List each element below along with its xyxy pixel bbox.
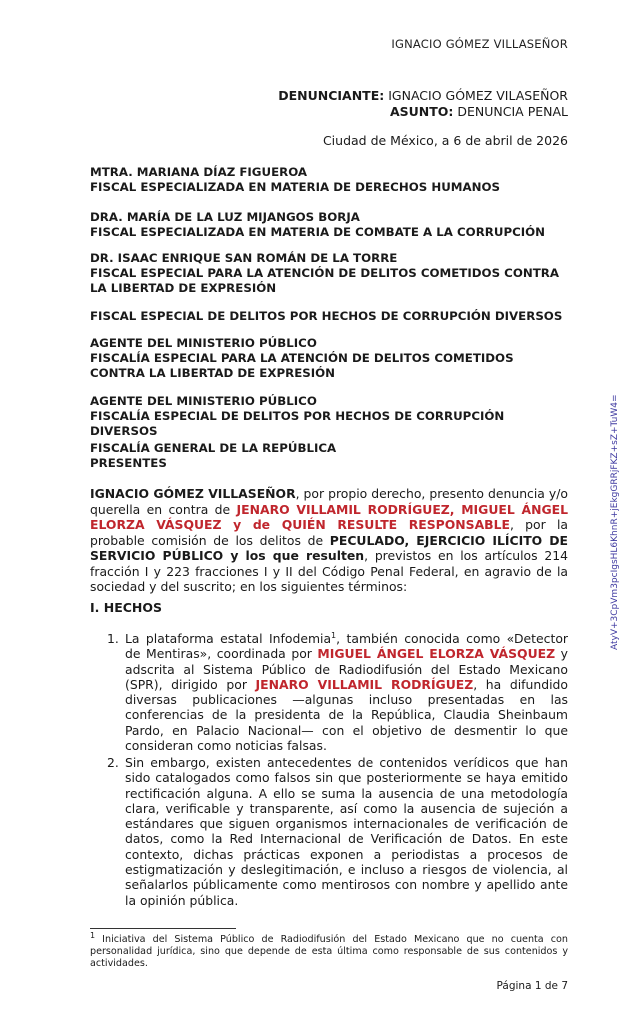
addressee-line: FISCAL ESPECIALIZADA EN MATERIA DE DERECHOS HUMANOS [90, 180, 501, 194]
addressee-line: DR. ISAAC ENRIQUE SAN ROMÁN DE LA TORRE [90, 251, 398, 265]
addressee-block [90, 394, 570, 439]
addressee-block [90, 210, 570, 240]
asunto-label: ASUNTO: [389, 104, 454, 119]
accused-names: JENARO VILLAMIL RODRÍGUEZ, MIGUEL ÁNGEL ELORZA VÁSQUEZ y de QUIÉN RESULTE RESPONSABLE [90, 501, 569, 532]
item-text: , también conocida como «Detector de Mentiras», coordinada por [125, 631, 568, 662]
list-item [107, 755, 568, 908]
list-number: 1. [107, 631, 119, 646]
item-text: La plataforma estatal Infodemia [125, 631, 332, 646]
addressee-line: FISCALÍA ESPECIAL PARA LA ATENCIÓN DE DELITOS COMETIDOS [90, 351, 514, 365]
addressee-line: FISCAL ESPECIALIZADA EN MATERIA DE COMBATE A LA CORRUPCIÓN [90, 225, 546, 239]
addressee-line: LA LIBERTAD DE EXPRESIÓN [90, 281, 277, 295]
document-date: Ciudad de México, a 6 de abril de 2026 [322, 133, 568, 148]
denunciante-line [278, 88, 568, 103]
footnote-number: 1 [90, 930, 96, 940]
accused-name: JENARO VILLAMIL RODRÍGUEZ [255, 676, 474, 692]
addressee-line: PRESENTES [90, 456, 167, 470]
addressee-line: CONTRA LA LIBERTAD DE EXPRESIÓN [90, 366, 336, 380]
crimes: PECULADO, EJERCICIO ILÍCITO DE SERVICIO PÚBLICO y los que resulten [90, 532, 568, 563]
addressee-line: AGENTE DEL MINISTERIO PÚBLICO [90, 336, 317, 350]
denunciante-value: IGNACIO GÓMEZ VILASEÑOR [384, 88, 568, 103]
intro-paragraph [90, 486, 568, 595]
addressee-block [90, 251, 570, 296]
addressee-line: FISCAL ESPECIAL PARA LA ATENCIÓN DE DELITOS COMETIDOS CONTRA [90, 266, 559, 280]
asunto-line [390, 104, 568, 119]
addressee-line: DRA. MARÍA DE LA LUZ MIJANGOS BORJA [90, 210, 360, 224]
page-number: Página 1 de 7 [496, 980, 568, 992]
asunto-value: DENUNCIA PENAL [453, 104, 568, 119]
addressee-line: MTRA. MARIANA DÍAZ FIGUEROA [90, 165, 308, 179]
item-text: y adscrita al Sistema Público de Radiodifusión del Estado Mexicano (SPR), dirigido por [125, 646, 568, 692]
list-item [107, 631, 568, 753]
list-number: 2. [107, 755, 119, 770]
addressee-line: FISCALÍA GENERAL DE LA REPÚBLICA [90, 441, 337, 455]
footnote [90, 930, 568, 969]
item-text: , ha difundido diversas publicaciones —algunas incluso presentadas en las conferencias de la presidenta de la República, Claudia Sheinbaum Pardo, en Palacio Nacional— con el objetivo de desmentir lo que consideran como noticias falsas. [125, 676, 568, 754]
addressee-block [90, 165, 570, 195]
addressee-line: AGENTE DEL MINISTERIO PÚBLICO [90, 394, 317, 408]
header-author: IGNACIO GÓMEZ VILLASEÑOR [391, 37, 568, 51]
footnote-divider [90, 928, 236, 929]
section-title: I. HECHOS [90, 600, 163, 615]
intro-text: , previstos en los artículos 214 fracción I y 223 fracciones I y II del Código Penal Federal, en agravio de la sociedad y del suscrito; en los siguientes términos: [90, 548, 568, 594]
addressee-block [90, 336, 570, 381]
complainant-name: IGNACIO GÓMEZ VILLASEÑOR [90, 486, 296, 501]
intro-text: , por la probable comisión de los delitos de [90, 517, 568, 548]
intro-text: , por propio derecho, presento denuncia y/o querella en contra de [90, 486, 568, 517]
list-item-body: Sin embargo, existen antecedentes de contenidos verídicos que han sido catalogados como falsos sin que posteriormente se haya emitido rectificación alguna. A ello se suma la ausencia de una metodología clara, verificable y transparente, así como la ausencia de sujeción a estándares que siguen organismos internacionales de verificación de datos, como la Red Internacional de Verificación de Datos. En este contexto, dichas prácticas exponen a periodistas a procesos de estigmatización y deslegitimación, e incluso a riesgos de violencia, al señalarlos públicamente como mentirosos con nombre y apellido ante la opinión pública. [125, 755, 568, 908]
addressee-block [90, 309, 570, 324]
footnote-ref: 1 [331, 630, 337, 640]
signature-hash: AtyV+3CpVm3pcIgsHL6KhnR+jEkgGRRjFKZ+sZ+TuW4= [610, 394, 620, 650]
denunciante-label: DENUNCIANTE: [278, 88, 385, 103]
list-item-body [125, 631, 568, 753]
footnote-text: Iniciativa del Sistema Público de Radiodifusión del Estado Mexicano que no cuenta con personalidad jurídica, sino que depende de esta última como responsable de sus contenidos y actividades. [90, 934, 568, 969]
addressee-line: FISCAL ESPECIAL DE DELITOS POR HECHOS DE CORRUPCIÓN DIVERSOS [90, 309, 563, 323]
addressee-line: FISCALÍA ESPECIAL DE DELITOS POR HECHOS DE CORRUPCIÓN DIVERSOS [90, 409, 505, 438]
addressee-block [90, 441, 570, 471]
accused-name: MIGUEL ÁNGEL ELORZA VÁSQUEZ [317, 646, 556, 662]
